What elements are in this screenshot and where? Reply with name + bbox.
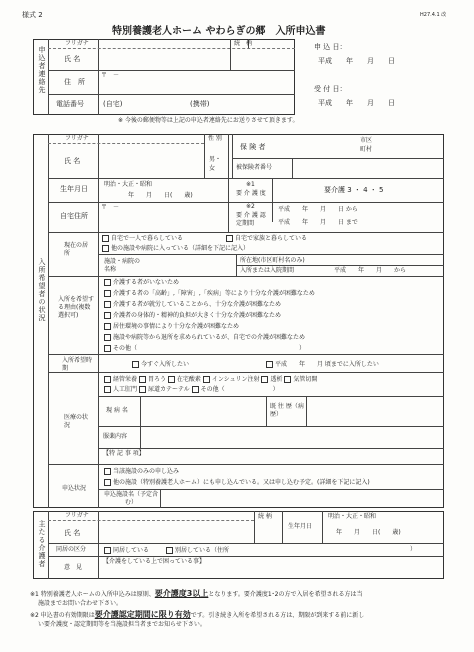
insurer-label: 保 険 者 — [240, 143, 266, 151]
application-date-field[interactable]: 平成 年 月 日 — [318, 57, 395, 65]
form-number: 様式 2 — [22, 11, 43, 19]
resident-address-field[interactable] — [100, 212, 224, 230]
residence-option-family[interactable]: 自宅で家族と暮らしている — [226, 235, 307, 242]
insurer-city-label: 市区 — [360, 137, 373, 144]
applicant-furigana-label: フリガナ — [65, 40, 89, 47]
history-field[interactable] — [308, 398, 442, 424]
resident-birth-date[interactable]: 年 月 日( 歳) — [128, 192, 193, 199]
resident-postal: 〒 － — [101, 204, 120, 211]
cohabitation-option-apart[interactable]: 別居している（住所 — [166, 547, 229, 554]
revision-label: H27.4.1 改 — [420, 12, 447, 18]
applicant-name-label: 氏 名 — [64, 55, 81, 63]
application-date-label: 申 込 日： — [314, 43, 347, 51]
timing-option-date[interactable]: 平成 年 月 頃までに入所したい — [266, 361, 379, 368]
medical-options-row2[interactable]: 人工肛門 尿道カテーテル その他（ ） — [104, 386, 279, 393]
care-level-label: 要 介 護 度 — [236, 190, 266, 197]
applicant-postal: 〒 － — [101, 72, 120, 79]
facility-entry-date[interactable]: 平成 年 月 から — [334, 267, 407, 274]
resident-section-label: 入所希望者の状況 — [38, 258, 46, 322]
resident-birth-label: 生年月日 — [60, 185, 88, 193]
resident-gender-label: 性 別 — [208, 135, 222, 142]
period-from[interactable]: 平成 年 月 日 から — [278, 206, 358, 213]
applicant-section-label: 申込者連絡先 — [38, 46, 46, 94]
caregiver-birth-era[interactable]: 明治・大正・昭和 — [328, 513, 377, 520]
footer-note-2: ※2 申込書の有効期限は要介護認定期間に限り有効です。引き続き入所を希望される方は、期限が到来する前に新し — [30, 610, 365, 619]
applicant-relation-label: 続 柄 — [234, 40, 253, 47]
medication-field[interactable] — [142, 428, 442, 446]
applicant-phone-label: 電話番号 — [56, 100, 84, 108]
caregiver-relation-label: 続 柄 — [258, 513, 272, 520]
caregiver-section-label: 主たる介護者 — [38, 520, 46, 568]
period-note: ※2 — [246, 203, 255, 210]
special-notes-label: 【特 記 事 項】 — [103, 450, 145, 457]
reason-item[interactable]: 施設や病院等から退所を求められているが、自宅での介護が困難なため — [104, 334, 305, 341]
care-level-note: ※1 — [246, 181, 255, 188]
timing-label: 入所希望時 期 — [62, 357, 93, 372]
medication-label: 服薬内容 — [103, 433, 128, 440]
current-disease-field[interactable] — [142, 398, 264, 424]
timing-option-now[interactable]: 今すぐ入所したい — [132, 361, 189, 368]
application-form-page: 様式 2 H27.4.1 改 特別養護老人ホーム やわらぎの郷 入所申込書 申込者連絡先 フリガナ 続 柄 氏 名 住 所 〒 － 電話番号 (自宅) (携帯) 申 込 日： 平成 年 月 日 受 付 日： 平成 年 月 日 ※ 今後の郵便物等は上記の申込者連絡先にお送りさせて頂きます。 入所希望者の状況 フリガナ 性 別 氏 名 男・女 保 険 者 市区 町村 被保険者番号 生年月日 明治・大正・昭和 年 月 日( 歳) ※1 要 介 護 度 要介護 3 ・ 4 ・ 5 自宅住所 〒 － ※2 要 介 護 認定期間 平成 年 月 日 から 平成 年 月 日 まで 現在の居 所 自宅で一人で暮らしている 自宅で家族と暮らしている 他の施設や病院に入っている（詳細を下記に記入） 施設・病院の名称 所在地(市区町村名のみ) 入所または入院期間 平成 年 月 から 入所を希望する理由(複数選択可) 介護する者がいないため 介護する者の「高齢」,「障害」,「疾病」等により十分な介護が困難なため 介護する者が就労していることから、十分な介護が困難なため 介護者の身体的・精神的負担が大きく十分な介護が困難なため 居住環境の事情により十分な介護が困難なため 施設や病院等から退所を求められているが、自宅での介護が困難なため その他（ ） 入所希望時 期 今すぐ入所したい 平成 年 月 頃までに入所したい 医療の状 況 経管栄養 胃ろう 在宅酸素 インシュリン注射 透析 気管切開 人工肛門 尿道カテーテル その他（ ） 現 病 名 既 往 歴（病 歴） 服薬内容 【特 記 事 項】 申込状況 当該施設のみの申し込み 他の施設（特別養護老人ホーム）にも申し込んでいる。又は申し込む予定。(詳細を下記に記入) 申込施設名（予定含む） 主たる介護者 フリガナ 続 柄 生年月日 氏 名 明治・大正・昭和 年 月 日( 歳) 同居の区分 同居している 別居している（住所 ） 意 見 【介護をしている上で困っている事】 ※1 特別養護老人ホームの入所申込みは原則、要介護度3以上となります。要介護度1･2の方で入居を希望される方は当 施設までお問い合わせ下さい。 ※2 申込書の有効期限は要介護認定期間に限り有効です。引き続き入所を希望される方は、期限が到来する前に新し い要介護度・認定期間等を当施設担当者までお知らせ下さい。 — [0, 0, 474, 652]
cohabitation-label: 同居の区分 — [56, 546, 87, 553]
residence-option-facility[interactable]: 他の施設や病院に入っている（詳細を下記に記入） — [102, 245, 249, 252]
caregiver-name-field[interactable] — [100, 522, 252, 541]
resident-address-label: 自宅住所 — [60, 212, 88, 220]
caregiver-furigana-label: フリガナ — [65, 512, 89, 519]
care-level-options[interactable]: 要介護 3 ・ 4 ・ 5 — [324, 186, 384, 194]
apply-option-only[interactable]: 当該施設のみの申し込み — [104, 468, 179, 475]
received-date-label: 受 付 日： — [314, 85, 347, 93]
apply-status-label: 申込状況 — [62, 485, 87, 492]
reason-item[interactable]: 介護する者が就労していることから、十分な介護が困難なため — [104, 301, 281, 308]
mail-note: ※ 今後の郵便物等は上記の申込者連絡先にお送りさせて頂きます。 — [118, 117, 299, 124]
medical-label: 医療の状 況 — [64, 414, 89, 429]
history-label: 既 往 歴（病 歴） — [270, 403, 304, 419]
applicant-phone-home: (自宅) — [103, 100, 123, 108]
applicant-phone-mobile: (携帯) — [190, 100, 210, 108]
footer-note-1: ※1 特別養護老人ホームの入所申込みは原則、要介護度3以上となります。要介護度1･2の方で入居を希望される方は当 — [30, 589, 363, 598]
reason-label: 入所を希望する理由(複数選択可) — [58, 296, 95, 319]
cohabitation-option-together[interactable]: 同居している — [104, 547, 149, 554]
insured-number-label: 被保険者番号 — [236, 164, 273, 171]
form-title: 特別養護老人ホーム やわらぎの郷 入所申込書 — [112, 26, 326, 37]
period-to[interactable]: 平成 年 月 日 まで — [278, 219, 358, 226]
reason-item[interactable]: 居住環境の事情により十分な介護が困難なため — [104, 323, 239, 330]
resident-name-label: 氏 名 — [64, 157, 81, 165]
residence-option-alone[interactable]: 自宅で一人で暮らしている — [102, 235, 183, 242]
residence-label: 現在の居 所 — [64, 242, 89, 257]
applicant-address-field[interactable] — [100, 80, 290, 92]
caregiver-birth-date[interactable]: 年 月 日( 歳) — [336, 529, 401, 536]
medical-options-row1[interactable]: 経管栄養 胃ろう 在宅酸素 インシュリン注射 透析 気管切開 — [104, 376, 317, 383]
resident-furigana-label: フリガナ — [65, 135, 89, 142]
apply-facility-label: 申込施設名（予定含む） — [104, 491, 159, 506]
facility-location-label: 所在地(市区町村名のみ) — [240, 257, 305, 264]
footer-note-2-cont: い要介護度・認定期間等を当施設担当者までお知らせ下さい。 — [38, 621, 206, 628]
caregiver-name-label: 氏 名 — [64, 529, 81, 537]
facility-entry-label: 入所または入院期間 — [240, 267, 295, 274]
resident-name-field[interactable] — [100, 146, 202, 176]
applicant-address-label: 住 所 — [64, 78, 85, 86]
opinion-label: 意 見 — [64, 564, 83, 571]
reason-item[interactable]: 介護者の身体的・精神的負担が大きく十分な介護が困難なため — [104, 312, 281, 319]
received-date-field[interactable]: 平成 年 月 日 — [318, 99, 395, 107]
caregiver-birth-label: 生年月日 — [288, 523, 313, 530]
footer-note-1-cont: 施設までお問い合わせ下さい。 — [38, 600, 123, 607]
resident-gender-options[interactable]: 男・女 — [209, 156, 222, 172]
facility-name-field[interactable] — [142, 256, 232, 274]
current-disease-label: 現 病 名 — [106, 407, 128, 414]
facility-name-label: 施設・病院の名称 — [104, 258, 141, 273]
opinion-prompt: 【介護をしている上で困っている事】 — [103, 558, 206, 565]
insurer-town-label: 町村 — [360, 146, 373, 153]
applicant-name-field[interactable] — [100, 50, 228, 68]
period-label: 要 介 護 認定期間 — [236, 212, 266, 227]
resident-birth-era[interactable]: 明治・大正・昭和 — [104, 181, 153, 188]
apply-option-other[interactable]: 他の施設（特別養護老人ホーム）にも申し込んでいる。又は申し込む予定。(詳細を下記に記入) — [104, 479, 370, 486]
insured-number-field[interactable] — [294, 160, 442, 176]
reason-item[interactable]: 介護する者の「高齢」,「障害」,「疾病」等により十分な介護が困難なため — [104, 290, 315, 297]
apply-facility-field[interactable] — [162, 491, 442, 506]
reason-item[interactable]: 介護する者がいないため — [104, 279, 179, 286]
reason-item[interactable]: その他（ ） — [104, 345, 305, 352]
